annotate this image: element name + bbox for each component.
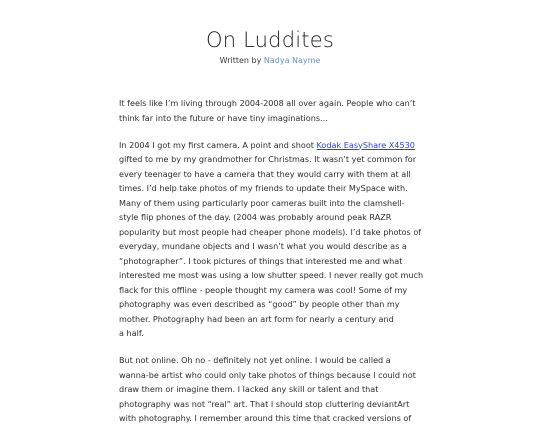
paragraph-camera-before: In 2004 I got my first camera. A point and shoot [119, 139, 317, 150]
byline-prefix: Written by [219, 56, 264, 65]
post-title: On Luddites [206, 28, 334, 52]
article-body [119, 96, 428, 438]
paragraph-online: But not online. Oh no - definitely not yet online. I would be called a wanna-be artist who could only take photos of things because I could not draw them or imagine them. I lacked any skill or talent and that photography was not “real” art. That I should stop cluttering deviantArt with photography. I remember around this time that cracked versions of [119, 355, 416, 423]
camera-model-link[interactable]: Kodak EasyShare X4530 [316, 139, 415, 150]
author-link[interactable]: Nadya Nayme [263, 56, 321, 65]
paragraph-camera [119, 138, 428, 341]
byline [0, 56, 540, 65]
paragraph-camera-after: gifted to me by my grandmother for Christmas. It wasn’t yet common for every teenager to have a camera that they would carry with them at all times. I’d help take photos of my friends to update their MySpace with. Many of them using particularly poor cameras built into the clamshell- style flip phones of the day. (2004 was probably around peak RAZR popularity but most people had cheaper phone models). I’d take photos of everyday, mundane objects and I wasn’t what you would describe as a “photographer”. I took pictures of things that interested me and what interested me most was using a low shutter speed. I never really got much flack for this offline - people thought my camera was cool! Some of my photography was even described as “good” by people other than my mother. Photography had been an art form for nearly a century and a half. [119, 154, 424, 338]
paragraph-intro: It feels like I’m living through 2004-2008 all over again. People who can’t think far into the future or have tiny imaginations... [119, 98, 416, 123]
